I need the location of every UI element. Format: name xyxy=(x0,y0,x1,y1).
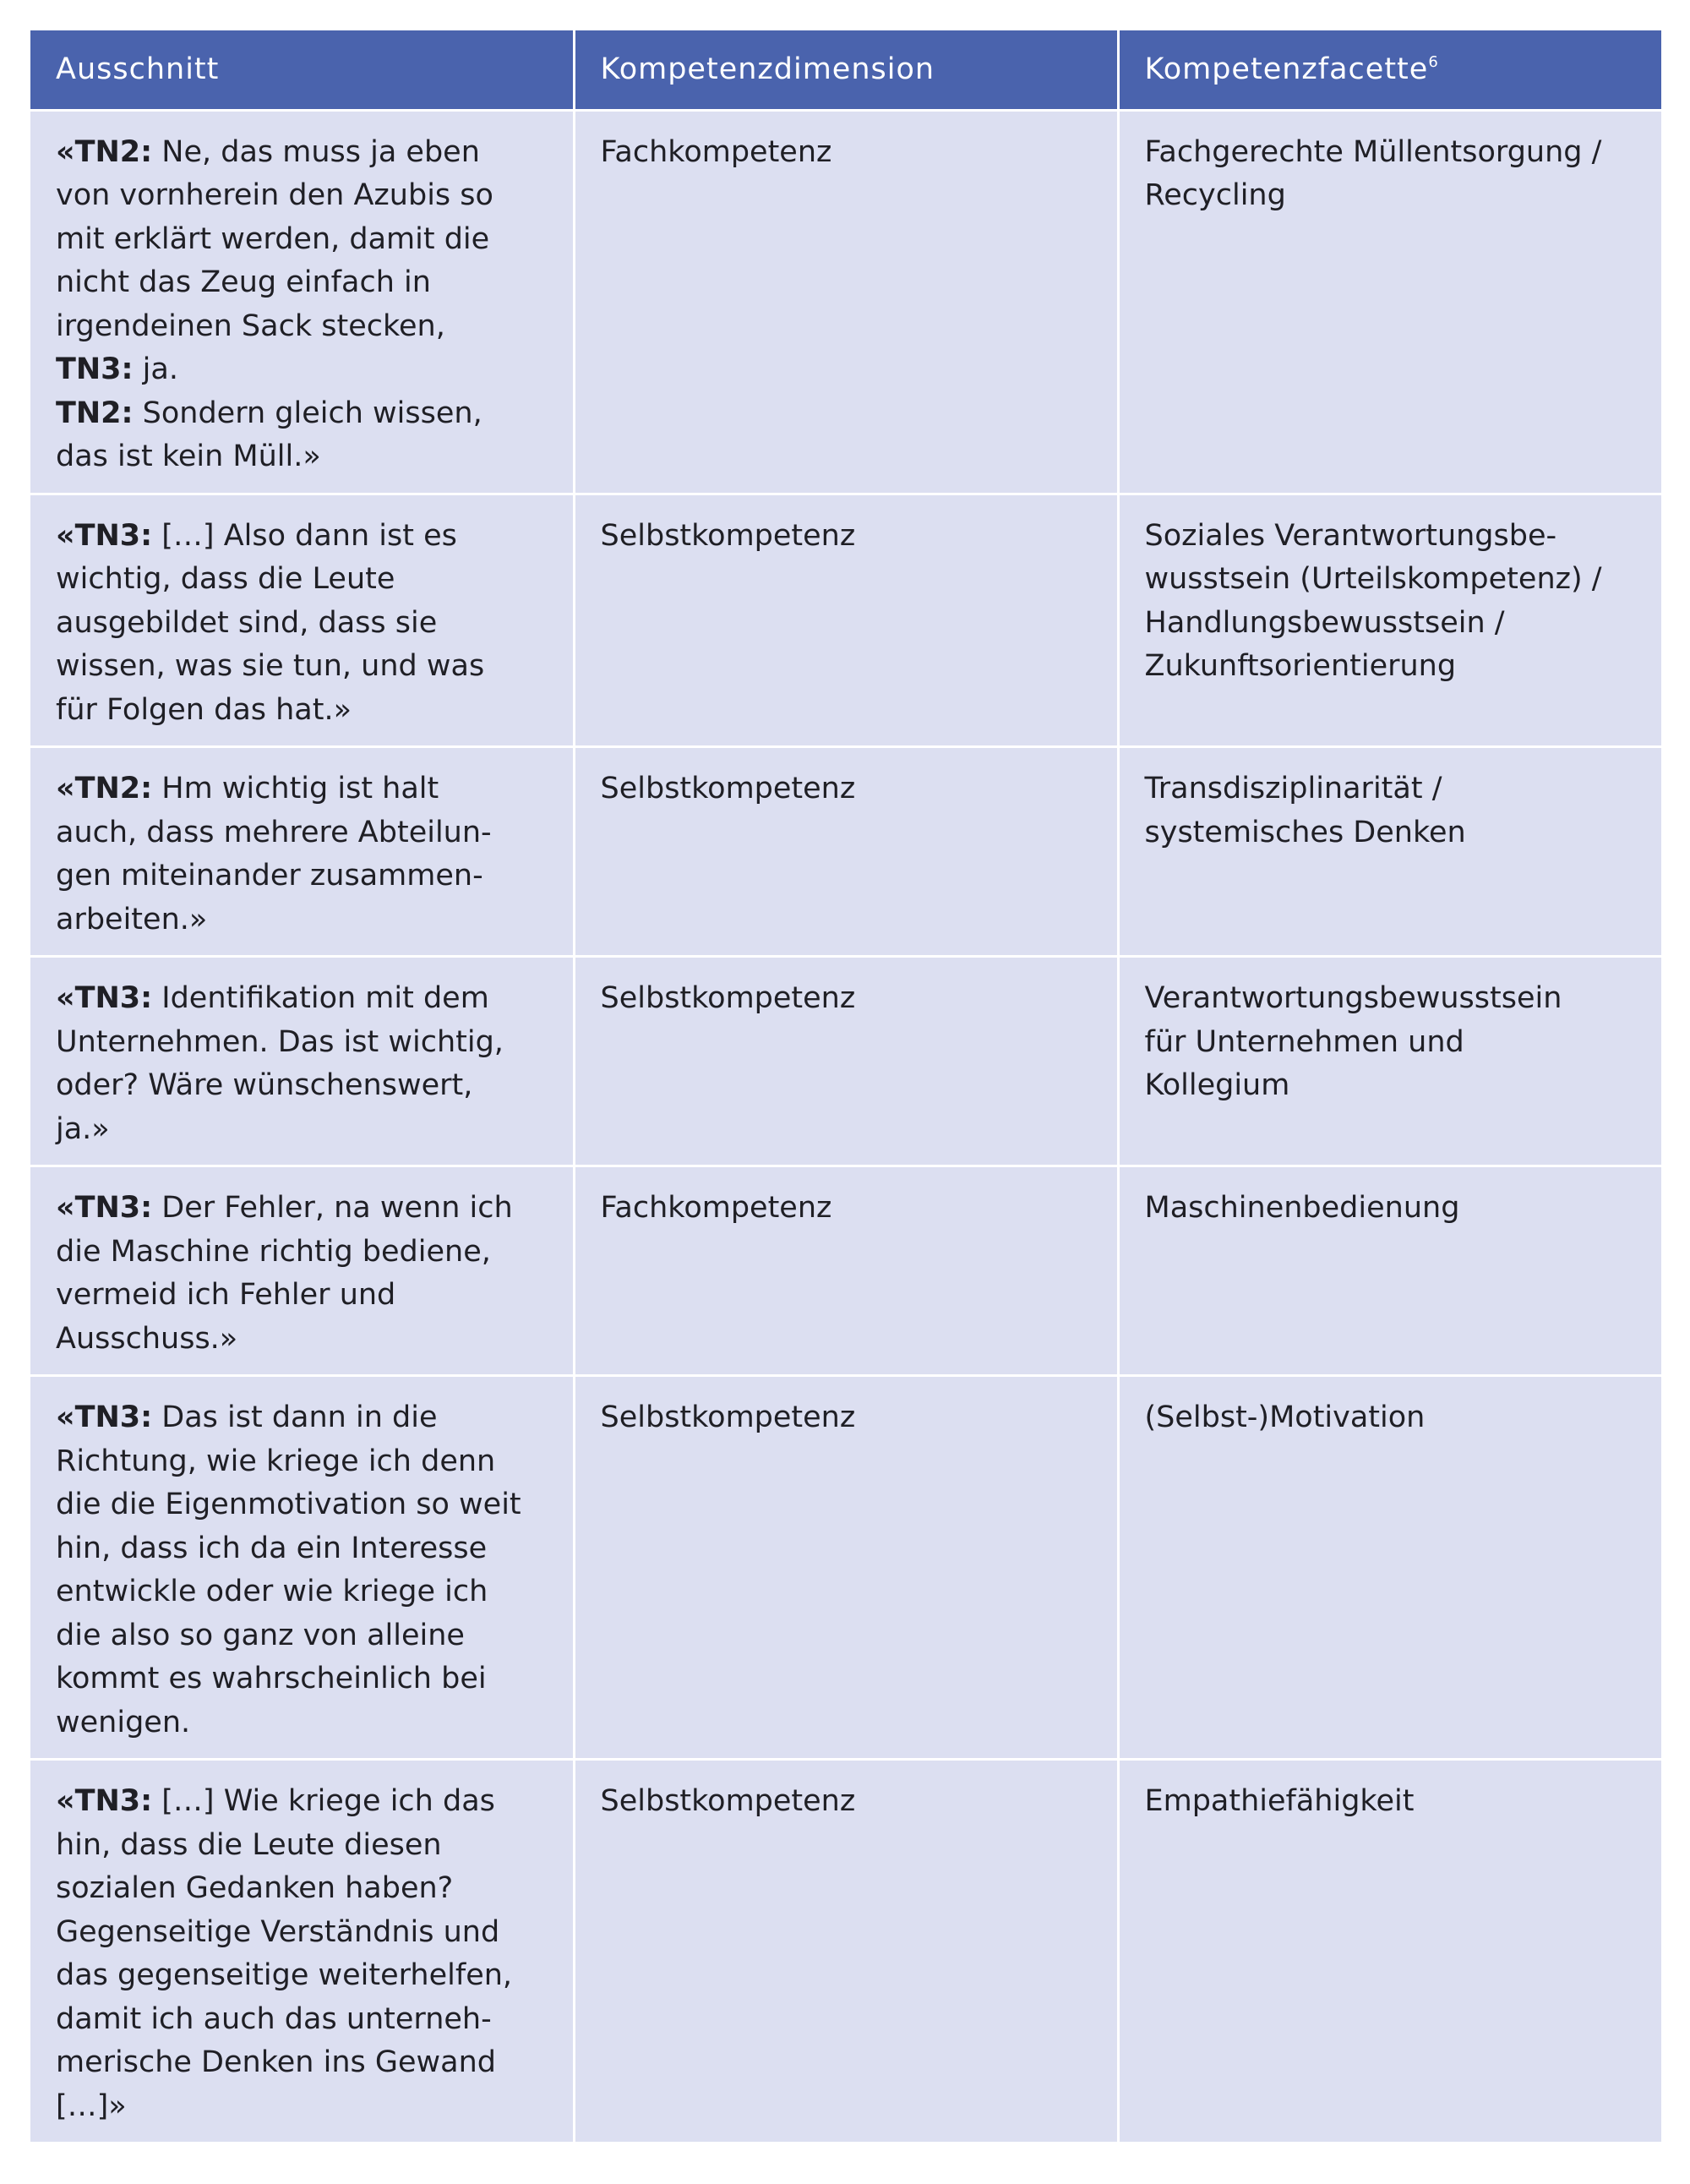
speaker-label: «TN2: xyxy=(56,134,153,169)
table-row xyxy=(30,110,1661,494)
competence-table xyxy=(30,30,1661,2142)
excerpt-line xyxy=(56,1021,548,1065)
excerpt-text: hin, dass ich da ein Interesse xyxy=(56,1531,488,1565)
facet-line: Transdisziplinarität / xyxy=(1144,772,1442,805)
excerpt-text: vermeid ich Fehler und xyxy=(56,1278,396,1312)
facet-line: Recycling xyxy=(1144,178,1286,212)
facet-cell xyxy=(1118,110,1661,494)
dimension-text: Selbstkompetenz xyxy=(600,1784,856,1818)
excerpt-line xyxy=(56,305,548,349)
facet-line: Fachgerechte Müllentsorgung / xyxy=(1144,134,1602,169)
facet-cell xyxy=(1118,1166,1661,1376)
excerpt-text: Ausschuss.» xyxy=(56,1321,238,1356)
excerpt-text: wichtig, dass die Leute xyxy=(56,562,395,596)
excerpt-text: entwickle oder wie kriege ich xyxy=(56,1575,488,1608)
header-excerpt xyxy=(30,30,574,110)
excerpt-line xyxy=(56,854,548,898)
speaker-label: TN2: xyxy=(56,396,134,430)
facet-cell xyxy=(1118,494,1661,747)
excerpt-text: irgendeinen Sack stecken, xyxy=(56,308,445,343)
excerpt-line xyxy=(56,1954,548,1998)
excerpt-line xyxy=(56,2041,548,2085)
excerpt-text: ja. xyxy=(133,352,178,386)
dimension-text: Selbstkompetenz xyxy=(600,1400,856,1434)
excerpt-line xyxy=(56,977,548,1021)
excerpt-line xyxy=(56,1064,548,1108)
excerpt-cell xyxy=(30,747,574,957)
excerpt-text: Hm wichtig ist halt xyxy=(152,772,439,805)
header-facet xyxy=(1118,30,1661,110)
excerpt-text: das gegenseitige weiterhelfen, xyxy=(56,1958,513,1992)
excerpt-text: kommt es wahrscheinlich bei xyxy=(56,1662,487,1695)
excerpt-text: sozialen Gedanken haben? xyxy=(56,1871,454,1905)
header-excerpt-label: Ausschnitt xyxy=(56,52,220,87)
excerpt-text: oder? Wäre wünschenswert, xyxy=(56,1068,473,1102)
excerpt-text: […] Also dann ist es xyxy=(152,518,457,553)
excerpt-line xyxy=(56,898,548,942)
table-row xyxy=(30,1760,1661,2143)
excerpt-line xyxy=(56,1527,548,1571)
excerpt-text: mit erklärt werden, damit die xyxy=(56,221,490,256)
speaker-label: «TN3: xyxy=(56,1784,153,1818)
header-dimension-label: Kompetenzdimension xyxy=(600,52,935,87)
excerpt-text: wissen, was sie tun, und was xyxy=(56,649,485,683)
excerpt-text: Das ist dann in die xyxy=(152,1400,438,1434)
excerpt-line xyxy=(56,645,548,689)
footnote-marker: 6 xyxy=(1428,53,1439,72)
excerpt-cell xyxy=(30,494,574,747)
excerpt-text: merische Denken ins Gewand xyxy=(56,2045,496,2079)
excerpt-line xyxy=(56,1911,548,1955)
facet-cell xyxy=(1118,1760,1661,2143)
excerpt-text: das ist kein Müll.» xyxy=(56,440,321,473)
facet-cell xyxy=(1118,1376,1661,1760)
excerpt-line xyxy=(56,1780,548,1824)
speaker-label: «TN3: xyxy=(56,1400,153,1434)
excerpt-cell xyxy=(30,110,574,494)
excerpt-line xyxy=(56,1570,548,1614)
facet-line: für Unternehmen und xyxy=(1144,1024,1464,1059)
excerpt-text: die die Eigenmotivation so weit xyxy=(56,1488,521,1521)
facet-line: Empathiefähigkeit xyxy=(1144,1784,1415,1818)
excerpt-line xyxy=(56,811,548,855)
excerpt-text: Identifikation mit dem xyxy=(152,981,489,1015)
excerpt-text: ja.» xyxy=(56,1111,110,1146)
excerpt-text: damit ich auch das unterneh- xyxy=(56,2001,492,2036)
speaker-label: «TN3: xyxy=(56,518,153,553)
excerpt-text: arbeiten.» xyxy=(56,902,208,936)
excerpt-line xyxy=(56,218,548,262)
excerpt-text: gen miteinander zusammen- xyxy=(56,859,483,893)
dimension-cell xyxy=(574,110,1118,494)
excerpt-text: wenigen. xyxy=(56,1705,191,1739)
facet-line: (Selbst-)Motivation xyxy=(1144,1400,1426,1434)
excerpt-text: die also so ganz von alleine xyxy=(56,1618,465,1652)
excerpt-cell xyxy=(30,1376,574,1760)
facet-line: Soziales Verantwortungsbe- xyxy=(1144,518,1557,553)
excerpt-text: nicht das Zeug einfach in xyxy=(56,265,431,299)
excerpt-text: […]» xyxy=(56,2088,127,2123)
facet-line: Handlungsbewusstsein / xyxy=(1144,605,1505,640)
excerpt-line xyxy=(56,515,548,559)
excerpt-line xyxy=(56,131,548,175)
speaker-label: «TN3: xyxy=(56,1191,153,1225)
dimension-cell xyxy=(574,747,1118,957)
speaker-label: «TN3: xyxy=(56,981,153,1015)
excerpt-line xyxy=(56,348,548,392)
excerpt-line xyxy=(56,558,548,602)
excerpt-line xyxy=(56,392,548,436)
excerpt-line xyxy=(56,1867,548,1911)
excerpt-cell xyxy=(30,957,574,1166)
facet-cell xyxy=(1118,957,1661,1166)
facet-line: wusstsein (Urteilskompetenz) / xyxy=(1144,562,1602,596)
table-row xyxy=(30,957,1661,1166)
dimension-text: Fachkompetenz xyxy=(600,1191,832,1225)
excerpt-text: ausgebildet sind, dass sie xyxy=(56,605,438,640)
excerpt-line xyxy=(56,689,548,733)
table-row xyxy=(30,1376,1661,1760)
dimension-cell xyxy=(574,1760,1118,2143)
dimension-cell xyxy=(574,494,1118,747)
excerpt-cell xyxy=(30,1166,574,1376)
excerpt-line xyxy=(56,1440,548,1484)
facet-line: Zukunftsorientierung xyxy=(1144,649,1457,683)
excerpt-text: Ne, das muss ja eben xyxy=(152,134,480,169)
excerpt-text: Unternehmen. Das ist wichtig, xyxy=(56,1024,504,1059)
table-row xyxy=(30,1166,1661,1376)
excerpt-line xyxy=(56,1483,548,1527)
excerpt-line xyxy=(56,261,548,305)
excerpt-line xyxy=(56,1701,548,1745)
table-body xyxy=(30,110,1661,2142)
table-row xyxy=(30,494,1661,747)
excerpt-line xyxy=(56,1274,548,1318)
excerpt-line xyxy=(56,602,548,646)
excerpt-line xyxy=(56,1824,548,1868)
excerpt-line xyxy=(56,1657,548,1701)
excerpt-text: Der Fehler, na wenn ich xyxy=(152,1191,513,1225)
excerpt-line xyxy=(56,1187,548,1231)
excerpt-line xyxy=(56,1614,548,1658)
excerpt-text: Richtung, wie kriege ich denn xyxy=(56,1444,496,1478)
header-dimension xyxy=(574,30,1118,110)
excerpt-text: auch, dass mehrere Abteilun- xyxy=(56,815,492,849)
excerpt-line xyxy=(56,174,548,218)
excerpt-line xyxy=(56,1108,548,1152)
speaker-label: TN3: xyxy=(56,352,134,386)
excerpt-line xyxy=(56,435,548,479)
facet-line: Verantwortungsbewusstsein xyxy=(1144,981,1562,1015)
excerpt-text: hin, dass die Leute diesen xyxy=(56,1827,442,1862)
dimension-cell xyxy=(574,1166,1118,1376)
excerpt-cell xyxy=(30,1760,574,2143)
excerpt-line xyxy=(56,2085,548,2129)
facet-cell xyxy=(1118,747,1661,957)
excerpt-text: Sondern gleich wissen, xyxy=(133,396,482,430)
facet-line: Kollegium xyxy=(1144,1068,1290,1102)
dimension-text: Fachkompetenz xyxy=(600,134,832,169)
dimension-cell xyxy=(574,1376,1118,1760)
excerpt-line xyxy=(56,1998,548,2042)
excerpt-line xyxy=(56,767,548,811)
facet-line: Maschinenbedienung xyxy=(1144,1191,1460,1225)
table-header-row xyxy=(30,30,1661,110)
dimension-text: Selbstkompetenz xyxy=(600,981,856,1015)
excerpt-line xyxy=(56,1231,548,1275)
facet-line: systemisches Denken xyxy=(1144,815,1466,849)
speaker-label: «TN2: xyxy=(56,772,153,805)
dimension-text: Selbstkompetenz xyxy=(600,772,856,805)
header-facet-label: Kompetenzfacette xyxy=(1144,52,1429,87)
excerpt-text: Gegenseitige Verständnis und xyxy=(56,1914,500,1949)
table-row xyxy=(30,747,1661,957)
excerpt-text: […] Wie kriege ich das xyxy=(152,1784,495,1818)
dimension-text: Selbstkompetenz xyxy=(600,518,856,553)
dimension-cell xyxy=(574,957,1118,1166)
excerpt-text: für Folgen das hat.» xyxy=(56,692,352,727)
excerpt-text: die Maschine richtig bediene, xyxy=(56,1234,491,1269)
excerpt-line xyxy=(56,1318,548,1362)
excerpt-line xyxy=(56,1396,548,1440)
excerpt-text: von vornherein den Azubis so xyxy=(56,178,493,212)
